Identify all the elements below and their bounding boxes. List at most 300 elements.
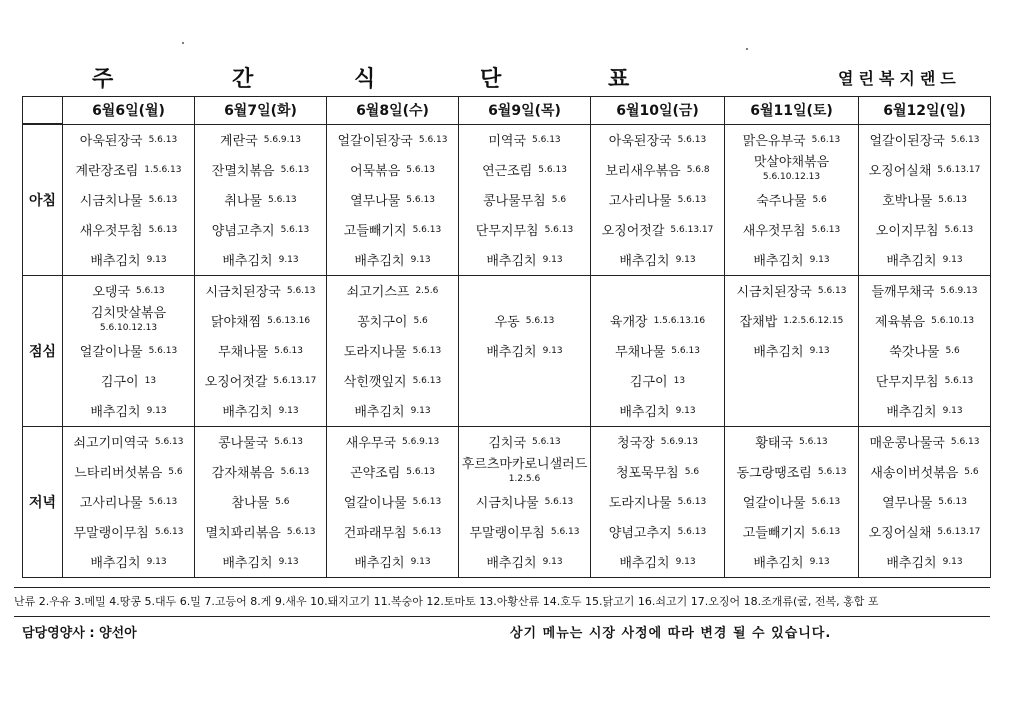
menu-cell	[63, 124, 195, 275]
scan-speck	[182, 42, 184, 44]
menu-cell	[195, 426, 327, 577]
dish-item	[725, 366, 858, 396]
dish-item	[591, 306, 724, 336]
dish-item	[859, 245, 990, 275]
allergen-code: 9.13	[146, 254, 167, 265]
dish-name: 시금치된장국	[736, 285, 812, 300]
dish-item	[725, 487, 858, 517]
dish-item	[195, 276, 326, 306]
dish-item	[459, 366, 590, 396]
dish-name: 얼갈이된장국	[869, 134, 945, 149]
menu-cell	[459, 275, 591, 426]
dish-name: 배추김치	[222, 405, 273, 420]
dish-item	[459, 155, 590, 185]
allergen-code: 5.6.13	[525, 315, 555, 326]
meal-label: 점심	[23, 275, 63, 426]
dish-item	[859, 306, 990, 336]
allergen-code: 5.6.13	[677, 194, 707, 205]
dish-item	[195, 336, 326, 366]
dish-name: 김구이	[629, 375, 668, 390]
dish-name: 시금치나물	[475, 496, 539, 511]
dish-item	[195, 215, 326, 245]
menu-cell	[859, 426, 991, 577]
dish-name: 배추김치	[753, 345, 804, 360]
allergen-code: 5.6.13.17	[937, 164, 981, 175]
dish-name: 김구이	[100, 375, 139, 390]
dish-name: 배추김치	[753, 556, 804, 571]
allergen-code: 9.13	[942, 254, 963, 265]
allergen-code: 5.6.13	[274, 345, 303, 356]
menu-cell	[591, 124, 725, 275]
dish-item	[859, 457, 990, 487]
menu-cell	[327, 124, 459, 275]
allergen-code: 5.6.13	[418, 134, 448, 145]
dish-name: 배추김치	[222, 254, 273, 269]
allergen-code: 5.6	[964, 466, 979, 477]
dish-item	[63, 487, 194, 517]
menu-cell	[327, 275, 459, 426]
dish-name: 삭힌깻잎지	[343, 375, 407, 390]
dish-name: 쑥갓나물	[889, 345, 940, 360]
dish-name: 무말랭이무침	[73, 526, 149, 541]
dish-item	[725, 427, 858, 457]
dish-name: 멸치꽈리볶음	[205, 526, 281, 541]
dish-name: 도라지나물	[343, 345, 407, 360]
dish-name: 곤약조림	[350, 466, 401, 481]
dish-item	[591, 336, 724, 366]
dish-item	[63, 276, 194, 306]
allergen-code: 9.13	[278, 556, 299, 567]
dish-item	[195, 396, 326, 426]
dish-item	[459, 306, 590, 336]
dish-item	[63, 215, 194, 245]
dish-name: 김치맛살볶음	[90, 305, 167, 321]
dish-item	[327, 396, 458, 426]
allergen-code: 5.6	[275, 496, 290, 507]
allergen-code: 5.6.13	[671, 345, 700, 356]
allergen-code: 5.6.9.13	[660, 436, 698, 447]
dish-item	[63, 245, 194, 275]
dish-item	[591, 276, 724, 306]
allergen-code: 5.6.13	[280, 164, 310, 175]
allergen-code: 9.13	[675, 556, 696, 567]
menu-cell	[725, 124, 859, 275]
allergen-code: 5.6.13	[406, 194, 435, 205]
allergen-code: 9.13	[146, 556, 167, 567]
allergen-code: 5.6.13	[811, 496, 841, 507]
dish-name: 새우무국	[345, 436, 396, 451]
dish-name: 쇠고기미역국	[73, 436, 149, 451]
menu-cell	[63, 275, 195, 426]
dish-name: 얼갈이된장국	[337, 134, 413, 149]
dish-item	[591, 457, 724, 487]
allergen-code: 5.6.13.17	[937, 526, 981, 537]
dish-name: 새송이버섯볶음	[870, 466, 959, 481]
menu-cell	[591, 426, 725, 577]
dish-name: 얼갈이나물	[343, 496, 407, 511]
corner-cell	[23, 97, 63, 125]
allergen-code: 5.6.13	[811, 134, 841, 145]
dish-item	[327, 366, 458, 396]
dish-name: 배추김치	[354, 556, 405, 571]
allergen-code: 5.6.13	[938, 496, 967, 507]
dish-name: 맛살야채볶음	[753, 154, 830, 170]
dish-name: 보리새우볶음	[605, 164, 681, 179]
dish-item	[859, 396, 990, 426]
allergen-code: 5.6.13	[154, 526, 184, 537]
allergen-code: 9.13	[675, 405, 696, 416]
allergen-code: 5.6	[413, 315, 428, 326]
dish-item	[327, 487, 458, 517]
allergen-code: 1.2.5.6	[508, 473, 541, 484]
dish-item	[591, 517, 724, 547]
dish-item	[459, 517, 590, 547]
allergen-code: 5.6.13	[148, 496, 178, 507]
dish-item	[459, 125, 590, 155]
dish-item	[195, 125, 326, 155]
dish-name: 참나물	[231, 496, 270, 511]
dish-item	[859, 366, 990, 396]
allergen-code: 9.13	[410, 405, 431, 416]
dish-item	[459, 547, 590, 577]
dish-item	[725, 306, 858, 336]
dish-item	[63, 125, 194, 155]
allergen-code: 5.6.13	[811, 526, 841, 537]
dish-name: 배추김치	[486, 345, 537, 360]
title-char: 식	[354, 67, 376, 92]
dish-item	[459, 457, 590, 487]
dish-item	[195, 306, 326, 336]
allergen-code: 5.6.13	[412, 496, 442, 507]
dish-item	[459, 215, 590, 245]
allergen-code: 5.6.10.13	[931, 315, 975, 326]
dish-name: 단무지무침	[875, 375, 939, 390]
allergen-code: 5.6.13	[817, 466, 847, 477]
allergen-code: 5.6.13.17	[670, 224, 714, 235]
dish-item	[195, 366, 326, 396]
dish-name: 콩나물무침	[482, 194, 546, 209]
dish-name: 얼갈이나물	[79, 345, 143, 360]
dish-item	[327, 215, 458, 245]
dish-name: 시금치나물	[79, 194, 143, 209]
allergen-code: 5.6.13	[412, 526, 442, 537]
menu-cell	[459, 426, 591, 577]
dish-name: 미역국	[488, 134, 527, 149]
allergen-code: 9.13	[278, 254, 299, 265]
dish-item	[859, 185, 990, 215]
dish-item	[327, 427, 458, 457]
allergen-code: 13	[673, 375, 686, 386]
menu-cell	[591, 275, 725, 426]
allergen-code: 5.6.13	[148, 224, 178, 235]
dish-item	[327, 457, 458, 487]
meal-label: 아침	[23, 124, 63, 275]
dish-name: 배추김치	[354, 254, 405, 269]
dish-name: 잔멸치볶음	[211, 164, 275, 179]
dish-name: 오징어젓갈	[601, 224, 665, 239]
allergen-code: 5.6.10.12.13	[99, 322, 158, 333]
allergen-code: 5.6.13	[811, 224, 841, 235]
dish-item	[327, 517, 458, 547]
allergen-code: 9.13	[809, 254, 830, 265]
dish-name: 잡채밥	[739, 315, 778, 330]
dish-name: 양념고추지	[608, 526, 672, 541]
dish-item	[859, 155, 990, 185]
menu-cell	[725, 275, 859, 426]
dish-name: 고들빼기지	[742, 526, 806, 541]
dish-name: 들깨무채국	[871, 285, 935, 300]
dish-name: 배추김치	[222, 556, 273, 571]
dish-name: 느타리버섯볶음	[74, 466, 163, 481]
allergen-code: 5.6	[684, 466, 700, 477]
allergen-code: 5.6.13	[268, 194, 297, 205]
dish-name: 청포묵무침	[615, 466, 679, 481]
allergen-code: 9.13	[809, 345, 830, 356]
allergen-code: 5.6	[168, 466, 183, 477]
dish-item	[859, 276, 990, 306]
dish-item	[327, 336, 458, 366]
dish-item	[859, 427, 990, 457]
allergen-code: 9.13	[542, 556, 563, 567]
dish-item	[63, 336, 194, 366]
allergen-code: 9.13	[942, 405, 963, 416]
day-header-row	[23, 97, 991, 125]
dish-name: 아욱된장국	[608, 134, 672, 149]
dish-item	[195, 457, 326, 487]
dish-name: 새우젓무침	[79, 224, 143, 239]
dish-item	[859, 547, 990, 577]
allergen-code: 5.6.8	[686, 164, 710, 175]
dish-item	[459, 276, 590, 306]
allergen-code: 5.6.13	[944, 375, 974, 386]
allergen-code: 5.6.13	[550, 526, 580, 537]
dish-item	[725, 457, 858, 487]
dish-name: 오징어젓갈	[204, 375, 268, 390]
dish-item	[725, 396, 858, 426]
allergen-code: 1.5.6.13.16	[653, 315, 706, 326]
dish-name: 배추김치	[886, 405, 937, 420]
dish-item	[591, 547, 724, 577]
dish-name: 콩나물국	[218, 436, 269, 451]
dish-item	[63, 366, 194, 396]
dish-name: 양념고추지	[211, 224, 275, 239]
allergen-code: 5.6.13	[538, 164, 567, 175]
allergen-code: 5.6.13	[280, 466, 310, 477]
dish-name: 제육볶음	[874, 315, 926, 330]
menu-cell	[859, 275, 991, 426]
dish-name: 배추김치	[886, 556, 937, 571]
dish-item	[591, 396, 724, 426]
dish-item	[591, 245, 724, 275]
dish-item	[859, 215, 990, 245]
dish-item	[63, 306, 194, 336]
dish-name: 연근조림	[482, 164, 533, 179]
allergen-code: 5.6.13	[136, 285, 165, 296]
dish-item	[725, 215, 858, 245]
allergen-code: 5.6.13	[677, 496, 707, 507]
dish-item	[459, 427, 590, 457]
dish-item	[591, 125, 724, 155]
dish-name: 오뎅국	[92, 285, 131, 300]
dish-name: 육개장	[609, 315, 648, 330]
allergen-code: 5.6.13	[938, 194, 967, 205]
allergen-code: 5.6.10.12.13	[762, 171, 821, 182]
dish-name: 단무지무침	[475, 224, 539, 239]
allergen-code: 5.6	[812, 194, 827, 205]
allergen-code: 9.13	[410, 254, 431, 265]
title-char: 표	[608, 67, 630, 92]
meal-row	[23, 426, 991, 577]
allergen-code: 5.6.13	[274, 436, 303, 447]
dish-item	[63, 457, 194, 487]
dish-item	[725, 125, 858, 155]
brand-name: 열린복지랜드	[838, 69, 961, 88]
dish-item	[591, 215, 724, 245]
meal-label: 저녁	[23, 426, 63, 577]
allergen-code: 5.6.13	[412, 375, 442, 386]
dish-name: 열무나물	[882, 496, 933, 511]
allergen-code: 5.6.13	[944, 224, 974, 235]
dish-name: 오이지무침	[875, 224, 939, 239]
menu-cell	[459, 124, 591, 275]
allergen-code: 5.6.13	[406, 466, 435, 477]
dish-name: 맑은유부국	[742, 134, 806, 149]
allergen-code: 5.6.9.13	[940, 285, 978, 296]
dish-item	[195, 185, 326, 215]
menu-cell	[195, 275, 327, 426]
dish-item	[63, 185, 194, 215]
dish-item	[459, 185, 590, 215]
dish-name: 배추김치	[619, 556, 670, 571]
dish-name: 우동	[494, 315, 520, 330]
allergen-code: 5.6	[945, 345, 960, 356]
dish-name: 시금치된장국	[205, 285, 281, 300]
dish-item	[859, 125, 990, 155]
dish-item	[63, 427, 194, 457]
dish-name: 무채나물	[218, 345, 269, 360]
dish-name: 숙주나물	[756, 194, 807, 209]
dish-name: 배추김치	[90, 556, 141, 571]
title-char: 단	[480, 67, 502, 92]
change-notice: 상기 메뉴는 시장 사정에 따라 변경 될 수 있습니다.	[510, 626, 832, 641]
page-title	[60, 62, 630, 92]
dish-name: 감자채볶음	[211, 466, 275, 481]
dish-item	[591, 487, 724, 517]
dish-item	[327, 276, 458, 306]
weekly-menu-table	[22, 96, 991, 578]
allergen-code: 9.13	[809, 556, 830, 567]
day-header: 6월9일(목)	[459, 97, 591, 125]
dish-name: 배추김치	[619, 405, 670, 420]
dish-name: 무말랭이무침	[469, 526, 545, 541]
dish-item	[327, 245, 458, 275]
dish-item	[327, 125, 458, 155]
dish-item	[459, 245, 590, 275]
allergy-legend: 난류 2.우유 3.메밀 4.땅콩 5.대두 6.밀 7.고등어 8.게 9.새우 10.돼지고기 11.복숭아 12.토마토 13.아황산류 14.호두 15.닭고기 16.쇠고기 17.오징어 18.조개류(굴, 전복, 홍합 포	[14, 587, 990, 617]
dish-name: 꽁치구이	[357, 315, 408, 330]
dish-name: 고사리나물	[79, 496, 143, 511]
dish-item	[591, 185, 724, 215]
dish-item	[591, 366, 724, 396]
allergen-code: 5.6.13	[532, 134, 561, 145]
allergen-code: 5.6.13	[950, 134, 980, 145]
dish-item	[195, 517, 326, 547]
menu-cell	[327, 426, 459, 577]
meal-row	[23, 275, 991, 426]
allergen-code: 5.6.13	[406, 164, 435, 175]
dish-name: 쇠고기스프	[346, 285, 410, 300]
menu-cell	[859, 124, 991, 275]
allergen-code: 5.6.13	[280, 224, 310, 235]
dish-name: 배추김치	[753, 254, 804, 269]
dish-name: 오징어실채	[868, 164, 932, 179]
dish-item	[195, 245, 326, 275]
dish-name: 고들빼기지	[343, 224, 407, 239]
dish-item	[327, 155, 458, 185]
dish-name: 취나물	[224, 194, 263, 209]
allergen-code: 2.5.6	[415, 285, 439, 296]
allergen-code: 5.6.13	[154, 436, 184, 447]
day-header: 6월11일(토)	[725, 97, 859, 125]
dish-name: 얼갈이나물	[742, 496, 806, 511]
dish-name: 배추김치	[90, 254, 141, 269]
day-header: 6월12일(일)	[859, 97, 991, 125]
title-char: 주	[92, 67, 114, 92]
dish-item	[63, 396, 194, 426]
dish-name: 닭야채찜	[210, 315, 262, 330]
allergen-code: 9.13	[675, 254, 696, 265]
dish-name: 호박나물	[882, 194, 933, 209]
dish-item	[725, 245, 858, 275]
dish-name: 배추김치	[886, 254, 937, 269]
allergen-code: 5.6.13	[148, 134, 178, 145]
dish-name: 오징어실채	[868, 526, 932, 541]
dietitian-name: 담당영양사 : 양선아	[22, 626, 137, 641]
dish-name: 청국장	[617, 436, 655, 451]
dish-item	[859, 487, 990, 517]
allergen-code: 5.6.13	[950, 436, 980, 447]
dish-name: 계란장조림	[75, 164, 139, 179]
dish-item	[327, 306, 458, 336]
dish-name: 계란국	[220, 134, 258, 149]
allergen-code: 9.13	[278, 405, 299, 416]
dish-item	[63, 517, 194, 547]
dish-name: 매운콩나물국	[869, 436, 945, 451]
allergen-code: 1.2.5.6.12.15	[783, 315, 844, 326]
dish-name: 후르츠마카로니샐러드	[461, 456, 588, 472]
allergen-code: 5.6.13	[286, 526, 316, 537]
allergen-code: 5.6.13.16	[267, 315, 311, 326]
allergen-code: 9.13	[410, 556, 431, 567]
allergen-code: 5.6.13	[677, 134, 707, 145]
dish-item	[725, 517, 858, 547]
allergen-code: 9.13	[942, 556, 963, 567]
allergen-code: 5.6.13	[799, 436, 828, 447]
dish-name: 아욱된장국	[79, 134, 143, 149]
dish-name: 김치국	[488, 436, 527, 451]
scan-speck	[746, 48, 748, 50]
menu-cell	[195, 124, 327, 275]
menu-cell	[63, 426, 195, 577]
dish-item	[195, 155, 326, 185]
dish-item	[859, 517, 990, 547]
allergen-code: 5.6.13	[148, 345, 178, 356]
dish-item	[459, 396, 590, 426]
allergen-code: 5.6.9.13	[402, 436, 440, 447]
day-header: 6월6일(월)	[63, 97, 195, 125]
allergen-code: 5.6.13	[286, 285, 316, 296]
meal-row	[23, 124, 991, 275]
